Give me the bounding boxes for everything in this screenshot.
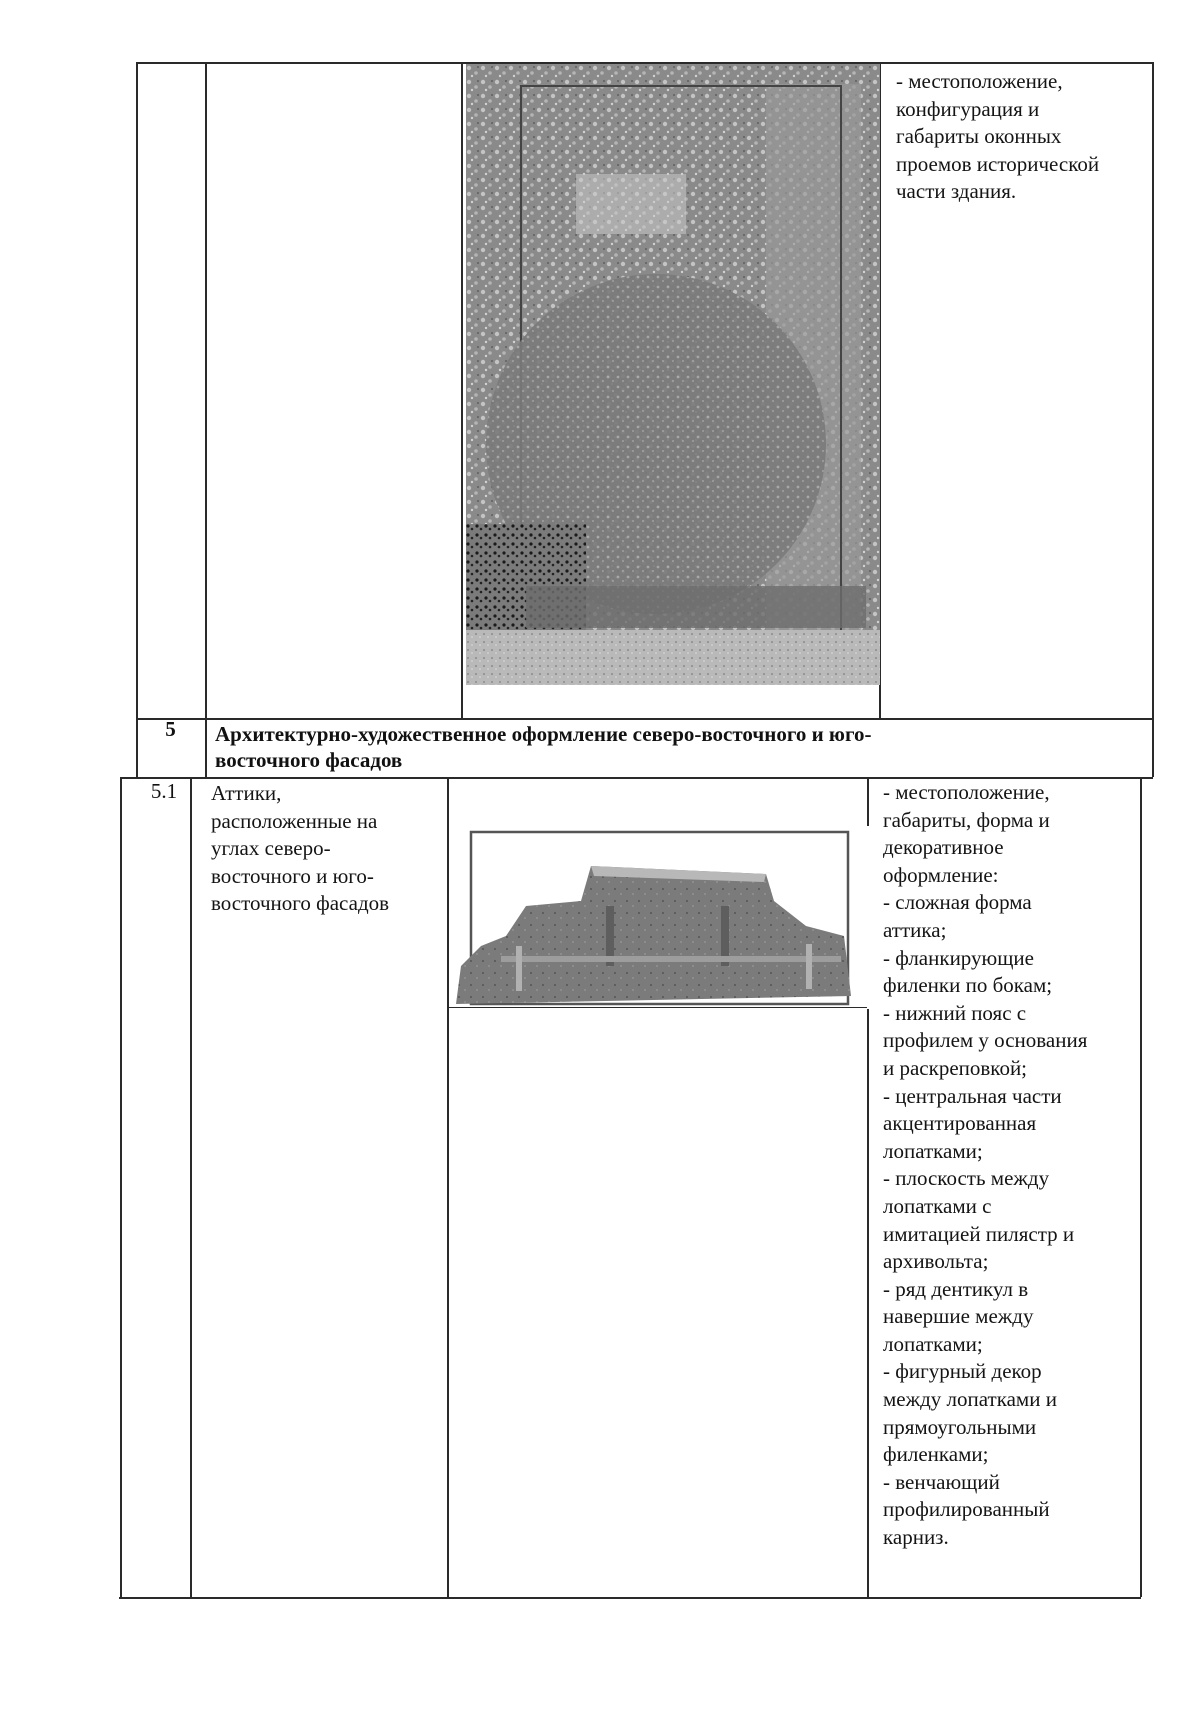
col-line-right xyxy=(1152,62,1154,777)
requirement-line: оформление: xyxy=(883,862,999,887)
requirement-line: части здания. xyxy=(896,179,1017,204)
requirement-line: габариты оконных xyxy=(896,124,1062,149)
requirement-line: лопатками с xyxy=(883,1193,992,1218)
row-separator xyxy=(136,718,1153,720)
requirement-line: лопатками; xyxy=(883,1331,983,1356)
requirement-line: навершие между xyxy=(883,1304,1034,1329)
col-line-num-lower xyxy=(190,777,192,1597)
item-name-line: углах северо- xyxy=(211,836,331,861)
section-number: 5 xyxy=(165,717,176,741)
section-title-line-1: Архитектурно-художественное оформление северо-восточного и юго- xyxy=(215,722,872,746)
col-line-left xyxy=(136,62,138,718)
requirement-line: габариты, форма и xyxy=(883,807,1050,832)
requirement-line: конфигурация и xyxy=(896,96,1040,121)
item-number: 5.1 xyxy=(150,779,178,803)
requirement-line: карниз. xyxy=(883,1525,949,1550)
col-line-left-lower xyxy=(120,777,122,1597)
requirement-line: профилем у основания xyxy=(883,1028,1088,1053)
col-line-name-lower xyxy=(447,777,449,1597)
section-num-border xyxy=(205,718,207,777)
requirement-line: декоративное xyxy=(883,835,1004,860)
photo-bottom-line xyxy=(447,1007,867,1008)
col-line-right-lower xyxy=(1140,777,1142,1597)
requirement-line: - венчающий xyxy=(883,1469,1000,1494)
item-requirements xyxy=(883,779,1087,1552)
requirement-line: лопатками; xyxy=(883,1138,983,1163)
table-bottom-border xyxy=(119,1597,1141,1599)
item-name-line: восточного фасадов xyxy=(211,891,390,916)
requirement-line: между лопатками и xyxy=(883,1387,1057,1412)
requirement-line: - сложная форма xyxy=(883,890,1032,915)
facade-photo xyxy=(466,64,880,685)
col-line-name xyxy=(461,62,463,718)
requirement-line: имитацией пилястр и xyxy=(883,1221,1075,1246)
requirement-line: - местоположение, xyxy=(883,780,1050,804)
requirement-line: филенки по бокам; xyxy=(883,973,1053,998)
continued-requirements xyxy=(896,68,1099,206)
requirement-line: - ряд дентикул в xyxy=(883,1276,1029,1301)
item-name-line: Аттики, xyxy=(211,781,282,805)
item-name xyxy=(211,780,389,918)
requirement-line: проемов исторической xyxy=(896,151,1100,176)
item-name-line: расположенные на xyxy=(211,808,378,833)
requirement-line: профилированный xyxy=(883,1497,1050,1522)
item-name-line: восточного и юго- xyxy=(211,863,374,888)
requirement-line: акцентированная xyxy=(883,1111,1037,1136)
requirement-line: - плоскость между xyxy=(883,1166,1050,1191)
requirement-line: - нижний пояс с xyxy=(883,1000,1027,1025)
requirement-line: - местоположение, xyxy=(896,69,1063,93)
requirement-line: филенками; xyxy=(883,1442,989,1467)
attic-photo xyxy=(456,826,874,1009)
requirement-line: прямоугольными xyxy=(883,1414,1037,1439)
requirement-line: аттика; xyxy=(883,917,947,942)
requirement-line: архивольта; xyxy=(883,1249,989,1274)
requirement-line: - центральная части xyxy=(883,1083,1062,1108)
section-title-line-2: восточного фасадов xyxy=(215,748,403,772)
requirement-line: - фигурный декор xyxy=(883,1359,1042,1384)
col-line-num xyxy=(205,62,207,718)
requirement-line: - фланкирующие xyxy=(883,945,1034,970)
requirement-line: и раскреповкой; xyxy=(883,1055,1028,1080)
